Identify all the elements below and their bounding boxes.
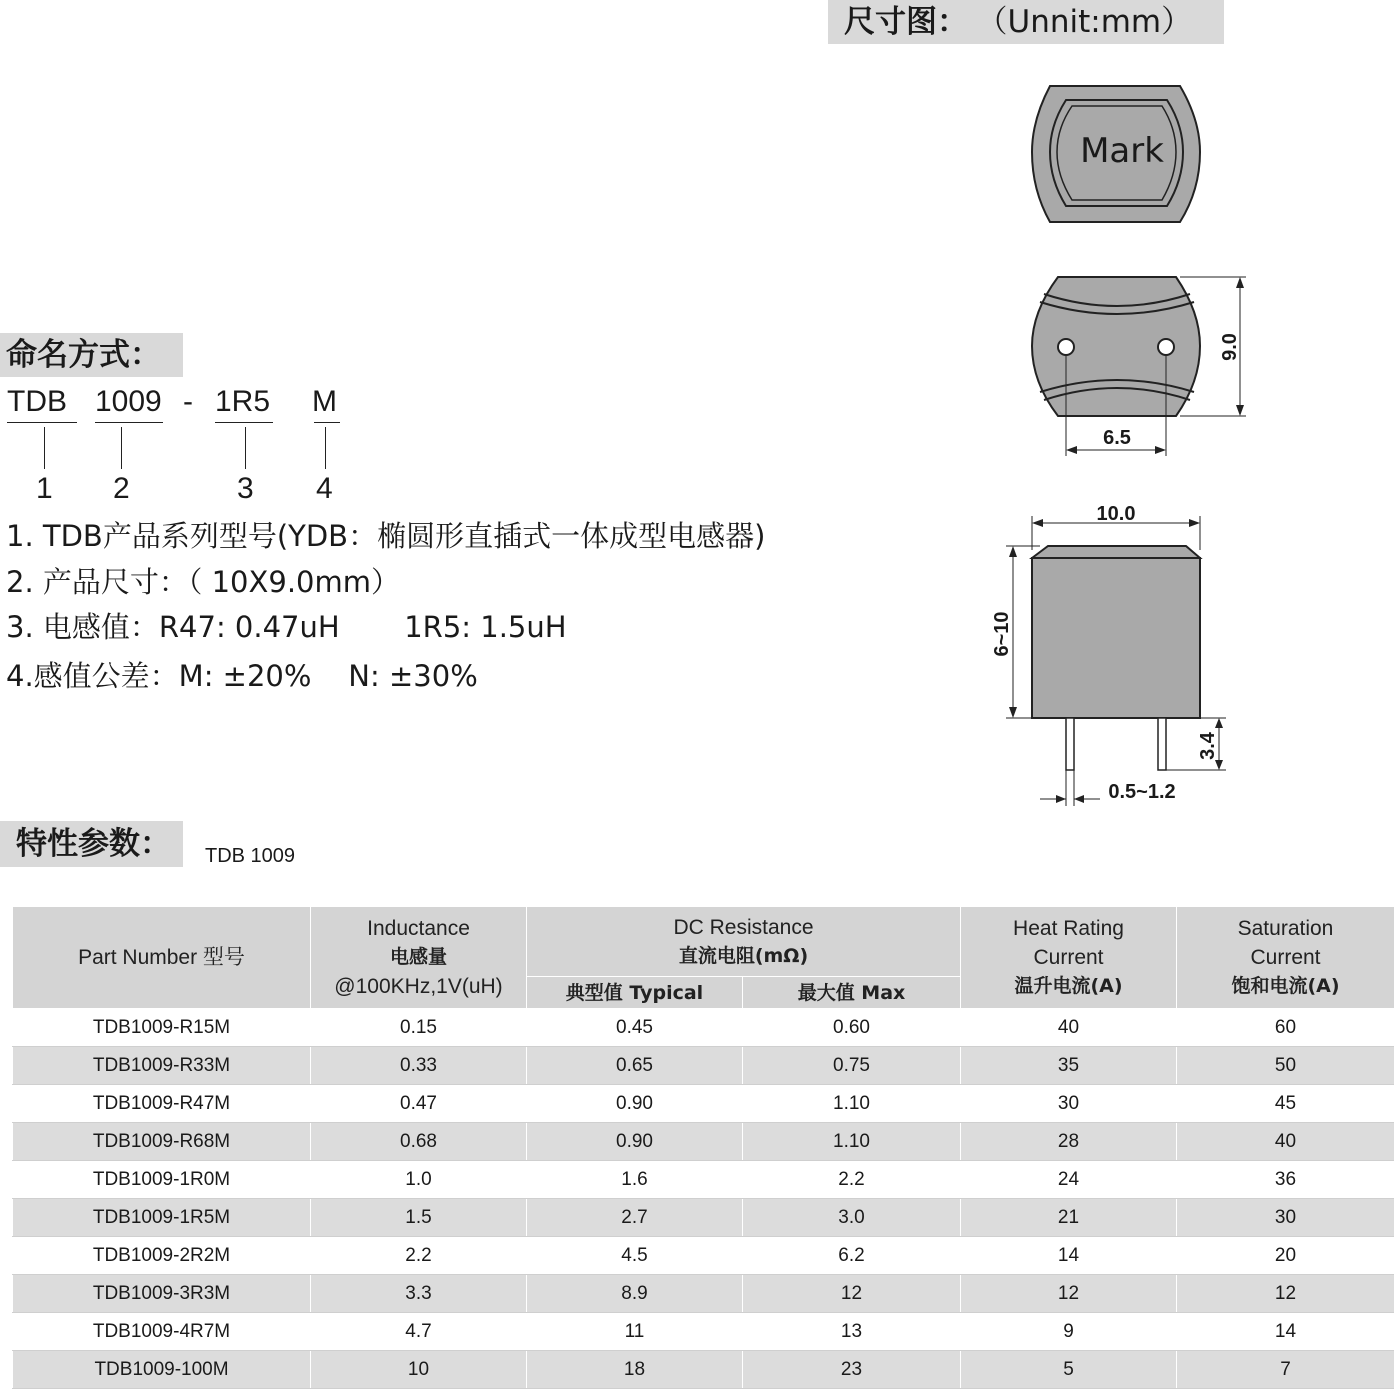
header-part-number: Part Number 型号 (13, 907, 311, 1009)
dimension-drawing (990, 70, 1290, 815)
cell-inductance: 3.3 (311, 1275, 527, 1313)
naming-description-3: 3. 电感值：R47: 0.47uH 1R5: 1.5uH (6, 605, 567, 646)
header-heat-rating-current: Heat Rating Current 温升电流(A) (961, 907, 1177, 1009)
dim-pitch-label: 6.5 (1103, 427, 1131, 449)
cell-dcr-typical: 18 (527, 1351, 743, 1389)
cell-inductance: 0.68 (311, 1123, 527, 1161)
cell-dcr-typical: 0.65 (527, 1047, 743, 1085)
series-label: TDB 1009 (205, 845, 295, 868)
cell-dcr-max: 2.2 (743, 1161, 961, 1199)
dimension-unit: （Unnit:mm） (992, 4, 1192, 40)
code-number-3: 3 (237, 472, 254, 506)
cell-heat-rating-current: 40 (961, 1009, 1177, 1047)
cell-inductance: 2.2 (311, 1237, 527, 1275)
dim-width-label: 10.0 (1097, 503, 1136, 525)
code-number-4: 4 (316, 472, 333, 506)
cell-dcr-max: 1.10 (743, 1085, 961, 1123)
cell-saturation-current: 14 (1177, 1313, 1394, 1351)
cell-dcr-typical: 0.90 (527, 1085, 743, 1123)
dim-lead-diameter-label: 0.5~1.2 (1108, 781, 1175, 803)
table-row (13, 1199, 1394, 1237)
cell-heat-rating-current: 21 (961, 1199, 1177, 1237)
cell-part-number: TDB1009-3R3M (13, 1275, 311, 1313)
cell-dcr-max: 3.0 (743, 1199, 961, 1237)
code-underline-4 (314, 422, 340, 423)
cell-inductance: 0.47 (311, 1085, 527, 1123)
table-row (13, 1161, 1394, 1199)
cell-dcr-typical: 4.5 (527, 1237, 743, 1275)
cell-part-number: TDB1009-4R7M (13, 1313, 311, 1351)
cell-dcr-max: 23 (743, 1351, 961, 1389)
header-dcr-typical: 典型值 Typical (527, 977, 743, 1009)
cell-part-number: TDB1009-100M (13, 1351, 311, 1389)
header-dc-resistance: DC Resistance 直流电阻(mΩ) (527, 907, 961, 977)
cell-dcr-typical: 8.9 (527, 1275, 743, 1313)
code-tick-4 (325, 427, 326, 469)
cell-saturation-current: 50 (1177, 1047, 1394, 1085)
pin-hole-left (1058, 339, 1074, 355)
pin-hole-right (1158, 339, 1174, 355)
lead-right (1158, 718, 1166, 770)
header-dcr-max: 最大值 Max (743, 977, 961, 1009)
code-underline-1 (7, 422, 77, 423)
cell-heat-rating-current: 12 (961, 1275, 1177, 1313)
cell-inductance: 4.7 (311, 1313, 527, 1351)
cell-inductance: 0.33 (311, 1047, 527, 1085)
cell-part-number: TDB1009-1R0M (13, 1161, 311, 1199)
cell-heat-rating-current: 9 (961, 1313, 1177, 1351)
code-underline-2 (95, 422, 163, 423)
cell-saturation-current: 7 (1177, 1351, 1394, 1389)
naming-description-4: 4.感值公差：M: ±20% N: ±30% (6, 654, 478, 695)
cell-saturation-current: 12 (1177, 1275, 1394, 1313)
cell-part-number: TDB1009-R33M (13, 1047, 311, 1085)
naming-description-1: 1. TDB产品系列型号(YDB：椭圆形直插式一体成型电感器) (6, 514, 765, 555)
cell-part-number: TDB1009-1R5M (13, 1199, 311, 1237)
cell-dcr-max: 6.2 (743, 1237, 961, 1275)
naming-section-title: 命名方式： (0, 333, 183, 377)
cell-dcr-typical: 1.6 (527, 1161, 743, 1199)
cell-dcr-typical: 0.90 (527, 1123, 743, 1161)
code-dash: - (183, 385, 193, 419)
dim-height-label: 9.0 (1219, 333, 1241, 361)
code-series: TDB (7, 385, 67, 419)
cell-inductance: 0.15 (311, 1009, 527, 1047)
cell-heat-rating-current: 5 (961, 1351, 1177, 1389)
cell-dcr-typical: 0.45 (527, 1009, 743, 1047)
cell-dcr-typical: 11 (527, 1313, 743, 1351)
table-row (13, 1009, 1394, 1047)
cell-heat-rating-current: 30 (961, 1085, 1177, 1123)
code-tick-2 (121, 427, 122, 469)
code-underline-3 (215, 422, 273, 423)
side-view (991, 503, 1226, 806)
spec-table-body (13, 1009, 1394, 1389)
cell-saturation-current: 40 (1177, 1123, 1394, 1161)
header-saturation-current: Saturation Current 饱和电流(A) (1177, 907, 1394, 1009)
top-view (1032, 86, 1200, 222)
cell-part-number: TDB1009-2R2M (13, 1237, 311, 1275)
code-tick-3 (245, 427, 246, 469)
table-row (13, 1313, 1394, 1351)
code-tolerance: M (312, 385, 337, 419)
code-inductance: 1R5 (215, 385, 270, 419)
dim-lead-length-label: 3.4 (1197, 731, 1219, 760)
cell-inductance: 1.0 (311, 1161, 527, 1199)
cell-dcr-max: 13 (743, 1313, 961, 1351)
cell-saturation-current: 36 (1177, 1161, 1394, 1199)
cell-heat-rating-current: 24 (961, 1161, 1177, 1199)
spec-table (12, 906, 1394, 1389)
table-row (13, 1047, 1394, 1085)
cell-saturation-current: 20 (1177, 1237, 1394, 1275)
cell-inductance: 1.5 (311, 1199, 527, 1237)
cell-heat-rating-current: 28 (961, 1123, 1177, 1161)
cell-part-number: TDB1009-R68M (13, 1123, 311, 1161)
code-tick-1 (44, 427, 45, 469)
header-inductance: Inductance 电感量 @100KHz,1V(uH) (311, 907, 527, 1009)
table-row (13, 1237, 1394, 1275)
mark-text: Mark (1080, 131, 1164, 171)
cell-saturation-current: 60 (1177, 1009, 1394, 1047)
bottom-view (1032, 277, 1246, 456)
table-row (13, 1123, 1394, 1161)
dimension-section-title (828, 0, 1224, 44)
cell-part-number: TDB1009-R15M (13, 1009, 311, 1047)
cell-heat-rating-current: 35 (961, 1047, 1177, 1085)
table-row (13, 1085, 1394, 1123)
cell-dcr-typical: 2.7 (527, 1199, 743, 1237)
cell-saturation-current: 30 (1177, 1199, 1394, 1237)
table-row (13, 1351, 1394, 1389)
cell-dcr-max: 0.60 (743, 1009, 961, 1047)
cell-dcr-max: 1.10 (743, 1123, 961, 1161)
cell-part-number: TDB1009-R47M (13, 1085, 311, 1123)
cell-dcr-max: 0.75 (743, 1047, 961, 1085)
table-row (13, 1275, 1394, 1313)
dim-body-height-label: 6~10 (991, 611, 1013, 656)
cell-heat-rating-current: 14 (961, 1237, 1177, 1275)
naming-description-2: 2. 产品尺寸：（ 10X9.0mm） (6, 560, 400, 601)
code-size: 1009 (95, 385, 162, 419)
cell-dcr-max: 12 (743, 1275, 961, 1313)
code-number-1: 1 (36, 472, 53, 506)
dimension-title-text: 尺寸图： (844, 4, 968, 40)
lead-left (1066, 718, 1074, 770)
cell-saturation-current: 45 (1177, 1085, 1394, 1123)
cell-inductance: 10 (311, 1351, 527, 1389)
code-number-2: 2 (113, 472, 130, 506)
params-section-title: 特性参数： (0, 821, 183, 867)
